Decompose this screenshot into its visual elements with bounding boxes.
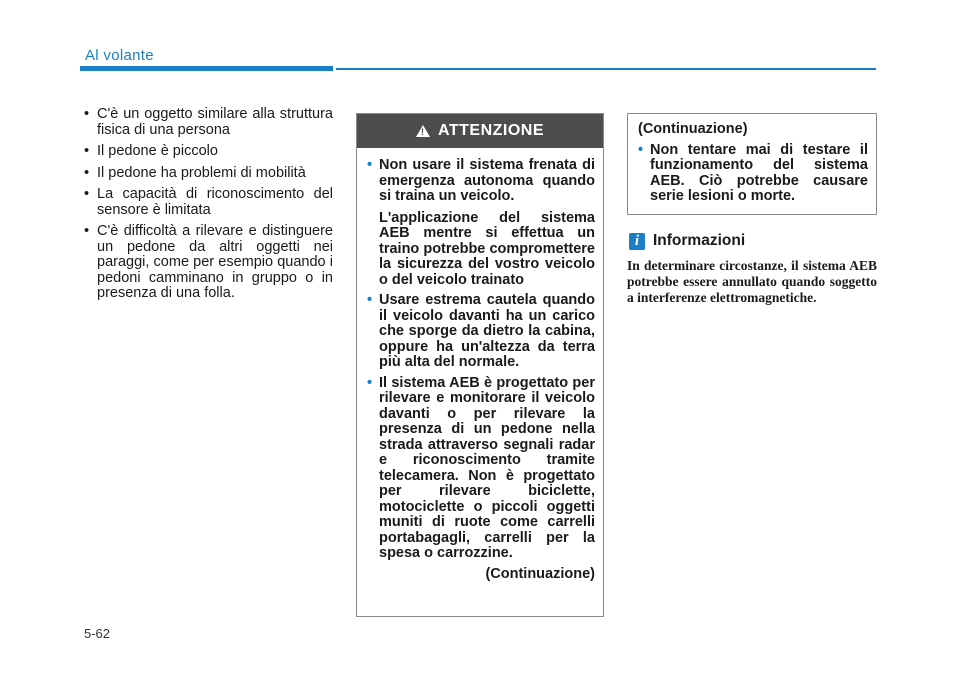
- warning-title: ATTENZIONE: [437, 122, 545, 139]
- warning-item: • Usare estrema cautela quando il veicolo davanti ha un carico che sporge da dietro la cabina, oppure ha un'altezza da terra più alta del normale.: [367, 292, 595, 370]
- header-rule-thin: [336, 68, 876, 70]
- info-icon: i: [629, 233, 645, 250]
- warning-header: [357, 114, 603, 148]
- list-item: • Il pedone è piccolo: [84, 143, 218, 159]
- warning-box: [356, 113, 604, 617]
- list-item: • C'è un oggetto similare alla struttura fisica di una persona: [84, 106, 333, 138]
- header-rule-thick: [80, 66, 333, 71]
- warning-item: • Non usare il sistema frenata di emergenza autonoma quando si traina un veicolo. L'applicazione del sistema AEB mentre si effettua un traino potrebbe compromettere la sicurezza del vostro veicolo o del veicolo trainato: [367, 157, 595, 288]
- warning-item: • Non tentare mai di testare il funzionamento del sistema AEB. Ciò potrebbe causare serie lesioni o morte.: [638, 141, 868, 204]
- list-item: • Il pedone ha problemi di mobilità: [84, 164, 306, 181]
- bullet-icon: •: [367, 292, 373, 308]
- continued-box-label: (Continuazione): [638, 121, 748, 137]
- info-header: [629, 232, 745, 250]
- bullet-icon: •: [367, 157, 373, 173]
- section-title: Al volante: [85, 47, 154, 64]
- info-text: In determinare circostanze, il sistema AEB potrebbe essere annullato quando soggetto a interferenze elettromagnetiche.: [627, 258, 877, 305]
- list-item: • C'è difficoltà a rilevare e distinguere un pedone da altri oggetti nei paraggi, come per esempio quando i pedoni camminano in gruppo o in presenza di una folla.: [84, 223, 333, 301]
- list-item: • La capacità di riconoscimento del sensore è limitata: [84, 186, 333, 218]
- warning-body: [357, 148, 603, 582]
- continued-box: [627, 113, 877, 215]
- bullet-icon: •: [367, 374, 373, 391]
- left-column: [80, 107, 333, 308]
- page-number: 5-62: [84, 626, 111, 641]
- warning-triangle-icon: [416, 125, 430, 137]
- continued-label: (Continuazione): [485, 565, 595, 582]
- warning-item: • Il sistema AEB è progettato per rilevare e monitorare il veicolo davanti o per rilevare la presenza di un pedone nella strada attraverso segnali radar e riconoscimento tramite telecamera. Non è progettato per rilevare biciclette, motociclette o piccoli oggetti muniti di ruote come carrelli portabagagli, carrelli per la spesa o carrozzine.: [367, 374, 595, 561]
- warning-sub-paragraph: L'applicazione del sistema AEB mentre si effettua un traino potrebbe compromettere la sicurezza del vostro veicolo o del veicolo trainato: [379, 209, 595, 288]
- bullet-icon: •: [638, 141, 644, 158]
- info-title: Informazioni: [653, 232, 746, 249]
- bullet-list: [80, 107, 333, 302]
